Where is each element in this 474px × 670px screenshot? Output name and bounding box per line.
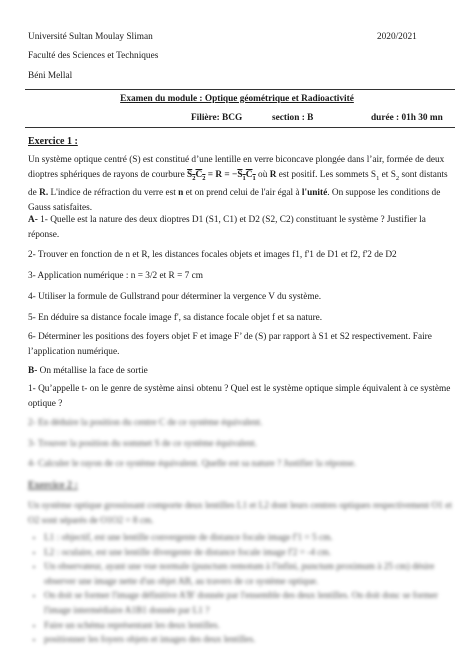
academic-year: 2020/2021 — [377, 32, 417, 42]
list-item: • Faire un schéma représentant les deux lentilles. — [44, 619, 456, 634]
university-name: Université Sultan Moulay Sliman — [28, 32, 153, 42]
exam-section: section : B — [272, 113, 314, 123]
question-a5: 5- En déduire sa distance focale image f', sa distance focale objet f et sa nature. — [28, 313, 323, 323]
part-b-intro: B- On métallise la face de sortie — [28, 366, 148, 376]
list-item: • On doit se former l'image définitive A'B' donnée par l'ensemble des deux lentilles. On doit donc se former l'image intermédiaire A1B1 donnée par L1 ? — [44, 589, 456, 618]
question-b1: 1- Qu’appelle t- on le genre de système ainsi obtenu ? Quel est le système optique simple équivalent à ce système optique ? — [28, 384, 451, 409]
list-item: • L1 : objectif, est une lentille convergente de distance focale image f'1 = 5 cm. — [44, 531, 456, 546]
question-a4: 4- Utiliser la formule de Gullstrand pour déterminer la vergence V du système. — [28, 292, 322, 302]
question-a2: 2- Trouver en fonction de n et R, les distances focales objets et images f1, f'1 de D1 et f2, f'2 de D2 — [28, 250, 397, 260]
exercise2-list — [28, 531, 456, 648]
question-b2: 2- En déduire la position du centre C de ce système équivalent. — [28, 418, 263, 428]
exercise1-heading: Exercice 1 : — [28, 136, 78, 147]
question-a1: A- 1- Quelle est la nature des deux dioptres D1 (S1, C1) et D2 (S2, C2) constituant le système ? Justifier la réponse. — [28, 215, 426, 240]
question-b3: 3- Trouver la position du sommet S de ce système équivalent. — [28, 439, 258, 449]
faculty-name: Faculté des Sciences et Techniques — [28, 51, 159, 61]
list-item: • positionner les foyers objets et images des deux lentilles. — [44, 633, 456, 648]
list-item: • Un observateur, ayant une vue normale (punctum remotum à l'infini, punctum proximum à 25 cm) désire observer une image nette d'un objet AB, au travers de ce système optique. — [44, 560, 456, 589]
title-top-rule — [25, 89, 455, 90]
title-bottom-rule — [25, 127, 455, 128]
exercise2-heading: Exercice 2 : — [28, 480, 78, 491]
exam-duration: durée : 01h 30 mn — [371, 113, 443, 123]
exercise2-intro: Un système optique grossissant comporte deux lentilles L1 et L2 dont leurs centres optiques respectivement O1 et O2 sont séparés de O1O2 = 8 cm. — [28, 501, 452, 526]
question-a6: 6- Déterminer les positions des foyers objet F et image F’ de (S) par rapport à S1 et S2 respectivement. Faire l’application numérique. — [28, 332, 432, 357]
question-b4: 4- Calculer le rayon de ce système équivalent. Quelle est sa nature ? Justifier la réponse. — [28, 459, 357, 469]
city-name: Béni Mellal — [28, 71, 73, 81]
list-item: • L2 : oculaire, est une lentille divergente de distance focale image f'2 = -4 cm. — [44, 546, 456, 561]
question-a3: 3- Application numérique : n = 3/2 et R = 7 cm — [28, 271, 203, 281]
exam-filiere: Filière: BCG — [191, 113, 243, 123]
exam-title: Examen du module : Optique géométrique et Radioactivité — [120, 94, 354, 104]
exercise1-intro: Un système optique centré (S) est constitué d’une lentille en verre biconcave plongée dans l’air, formée de deux dioptres sphériques de rayons de courbure $S_2C_2 = R = -S_1C_1$ où R est positif. Les sommets $S_1$ et $S_2$ sont distants de R. L'indice de réfraction du verre est n et on prend celui de l'air égal à l'unité. On suppose les conditions de Gauss satisfaites. — [28, 155, 448, 213]
